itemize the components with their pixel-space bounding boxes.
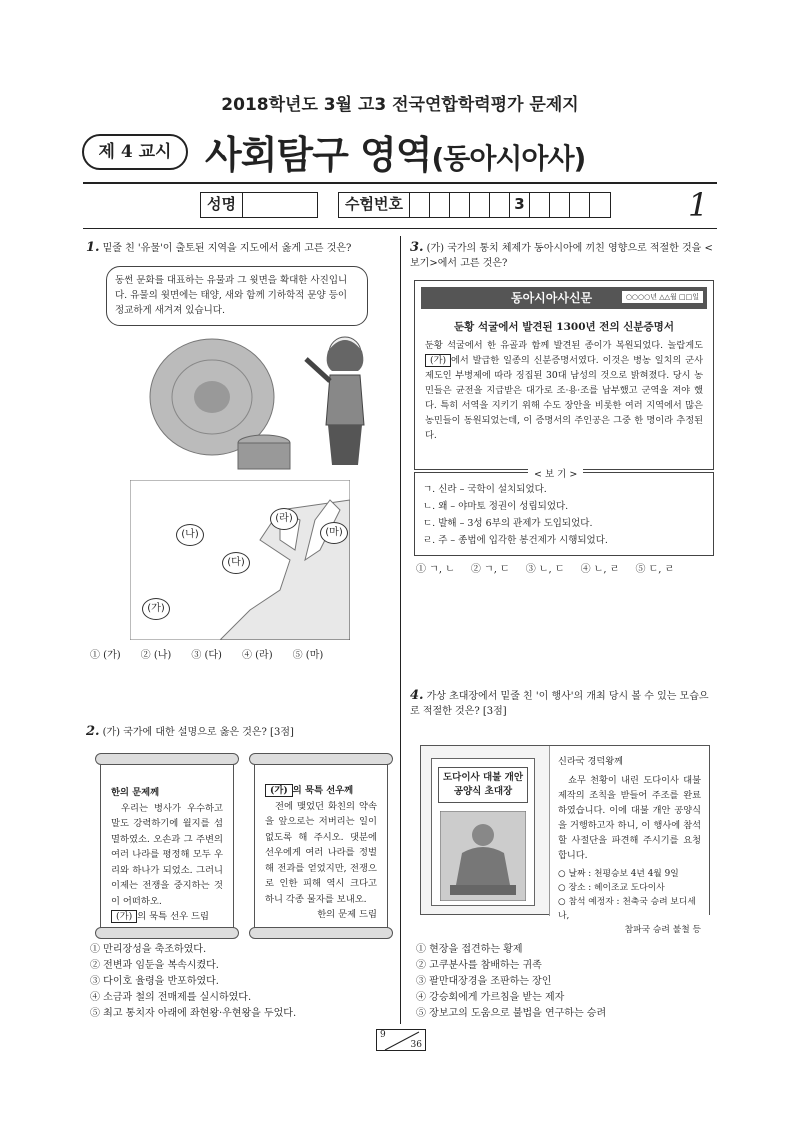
question-text: 밑줄 친 '유물'이 출토된 지역을 지도에서 옳게 고른 것은? (102, 243, 352, 254)
exam-digit-cell (490, 193, 510, 217)
option[interactable]: ② 전변과 임둔을 복속시켰다. (90, 960, 219, 971)
letter-body: 우리는 병사가 우수하고 말도 강력하기에 월지를 섬멸하였소. 오손과 그 주변의 여러 나라를 평정해 모두 우리와 하나가 되었소. 그러니 이제는 전쟁을 중지하는 것이 어떠하오. (111, 802, 223, 907)
invitation-detail: ○ 장소 : 헤이조교 도다이사 (558, 883, 665, 893)
newspaper-name: 동아시아사신문 (511, 291, 593, 305)
question-3 (410, 240, 716, 271)
exam-number-label: 수험번호 (339, 193, 410, 217)
cover-title: 도다이사 대불 개안 공양식 초대장 (438, 767, 528, 803)
teacher-illustration (300, 325, 380, 475)
exam-digit-cell (450, 193, 470, 217)
body-text: 둔황 석굴에서 한 유골과 함께 발견된 종이가 복원되었다. 놀랍게도 (425, 340, 703, 351)
subject-main: 사회탐구 영역 (205, 133, 432, 177)
option[interactable]: ① (가) (90, 650, 121, 661)
exam-digit-cell (530, 193, 550, 217)
exam-digit-cell (570, 193, 590, 217)
header-rule (83, 182, 717, 184)
page-number: 1 (688, 186, 709, 224)
option[interactable]: ① 현장을 접견하는 황제 (416, 944, 523, 955)
speech-bubble: 동썬 문화를 대표하는 유물과 그 윗면을 확대한 사진입니다. 유물의 윗면에는 태양, 새와 함께 기하학적 문양 등이 정교하게 새겨져 있습니다. (106, 266, 368, 326)
scroll-roll (95, 927, 239, 939)
newspaper-date: ○○○○년 △△월 □□일 (622, 291, 703, 303)
newspaper (414, 280, 714, 470)
option[interactable]: ① ㄱ, ㄴ (416, 564, 455, 575)
question-number: 2. (86, 724, 100, 739)
buddha-statue-image (440, 811, 526, 901)
bronze-drum-photo (142, 335, 292, 475)
newspaper-masthead (421, 287, 707, 309)
invitation-detail: 참파국 승려 불철 등 (624, 925, 701, 935)
header-rule-bottom (83, 228, 717, 229)
exam-digit-cell (430, 193, 450, 217)
letter-title: 한의 문제께 (111, 787, 160, 798)
footer-page: 9 (380, 1030, 386, 1040)
option[interactable]: ⑤ (마) (292, 650, 324, 661)
q4-options (416, 942, 716, 1022)
newspaper-body (415, 334, 713, 447)
period-badge: 제 4 교시 (82, 134, 188, 170)
scroll-roll (249, 927, 393, 939)
name-field (200, 192, 318, 218)
footer-total: 36 (410, 1040, 422, 1050)
blank-ga: (가) (111, 910, 137, 923)
map-label-da: (다) (222, 552, 250, 574)
exam-digit-cell (590, 193, 610, 217)
exam-digit-cell: 3 (510, 193, 530, 217)
option[interactable]: ③ 다이호 율령을 반포하였다. (90, 976, 219, 987)
question-number: 1. (86, 240, 100, 255)
question-2 (86, 724, 392, 740)
map-label-na: (나) (176, 524, 204, 546)
map-label-ma: (마) (320, 522, 348, 544)
question-text: 가상 초대장에서 밑줄 친 '이 행사'의 개최 당시 볼 수 있는 모습으로 적절한 것은? [3점] (410, 691, 709, 717)
letter-sign: 한의 문제 드림 (317, 909, 377, 920)
scroll-roll (95, 753, 239, 765)
option[interactable]: ② ㄱ, ㄷ (470, 564, 510, 575)
bogi-item: ㄹ. 주 – 종법에 입각한 봉건제가 시행되었다. (423, 535, 608, 546)
exam-number-field (338, 192, 611, 218)
blank-ga: (가) (425, 354, 451, 367)
option[interactable]: ② (나) (140, 650, 172, 661)
letter-body: 전에 맺었던 화친의 약속을 앞으로는 저버리는 일이 없도록 해 주시오. 댓분에 선우에게 여러 나라를 정벌해 전과를 얻었지만, 전쟁으로 인한 피해 역시 크다고 하니 각종 물자를 보내오. (265, 800, 377, 905)
option[interactable]: ④ 강승회에게 가르침을 받는 제자 (416, 992, 565, 1003)
bogi-box (414, 472, 714, 556)
invitation-page (549, 746, 709, 935)
exam-digit-cell (470, 193, 490, 217)
invitation-body: 쇼무 천황이 내린 도다이사 대불 제작의 조칙을 받들어 주조를 완료하였습니다. 이에 대불 개안 공양식을 거행하고자 하니, 이 행사에 참석할 사절단을 파견해 주시기를 요청합니다. (558, 775, 701, 861)
option[interactable]: ① 만리장성을 축조하였다. (90, 944, 207, 955)
q3-options (416, 562, 716, 578)
option[interactable]: ② 고쿠분사를 참배하는 귀족 (416, 960, 542, 971)
question-1 (86, 240, 392, 256)
option[interactable]: ④ ㄴ, ㄹ (580, 564, 620, 575)
bogi-item: ㄱ. 신라 – 국학이 설치되었다. (423, 484, 547, 495)
letter-scroll-left (100, 760, 234, 932)
question-4 (410, 688, 716, 719)
bogi-item: ㄴ. 왜 – 야마토 정권이 성립되었다. (423, 501, 569, 512)
body-text: 에서 발급한 일종의 신분증명서였다. 이것은 병농 일치의 군사 제도인 부병제에 따라 징집된 30대 남성의 것으로 밝혀졌다. 당시 농민들은 균전을 지급받은 대가로 조·용·조를 납부했고 군역을 져야 했다. 특히 서역을 지키기 위해 수도 장안을 비롯한 여러 지역에서 많은 농민들이 동원되었는데, 이 증명서의 주인공은 그중 한 명이라 추정된다. (425, 355, 703, 441)
q1-options (90, 648, 396, 664)
map-label-ga: (가) (142, 598, 170, 620)
column-divider (400, 236, 401, 1024)
invitation-cover (431, 758, 535, 906)
q2-options (90, 942, 396, 1022)
option[interactable]: ⑤ 최고 통치자 아래에 좌현왕·우현왕을 두었다. (90, 1008, 297, 1019)
bogi-title: < 보 기 > (528, 466, 583, 480)
option[interactable]: ⑤ ㄷ, ㄹ (635, 564, 675, 575)
option[interactable]: ④ (라) (241, 650, 273, 661)
invitation-detail: ○ 참석 예정자 : 천축국 승려 보디세나, (558, 897, 696, 921)
option[interactable]: ③ (다) (191, 650, 222, 661)
invitation-recipient: 신라국 경덕왕께 (558, 756, 624, 767)
exam-digit-cell (410, 193, 430, 217)
question-number: 4. (410, 688, 424, 703)
question-number: 3. (410, 240, 424, 255)
option[interactable]: ④ 소금과 철의 전매제를 실시하였다. (90, 992, 252, 1003)
name-label: 성명 (201, 193, 243, 217)
letter-title: 의 묵특 선우께 (292, 785, 354, 796)
option[interactable]: ③ 팔만대장경을 조판하는 장인 (416, 976, 552, 987)
exam-title: 2018학년도 3월 고3 전국연합학력평가 문제지 (221, 95, 579, 115)
invitation-detail: ○ 날짜 : 천평승보 4년 4월 9일 (558, 869, 679, 879)
subject-title (205, 124, 585, 179)
exam-digit-cell (550, 193, 570, 217)
letter-sign: 의 묵특 선우 드림 (137, 911, 209, 922)
blank-ga: (가) (265, 784, 293, 797)
option[interactable]: ③ ㄴ, ㄷ (525, 564, 565, 575)
option[interactable]: ⑤ 장보고의 도움으로 불법을 연구하는 승려 (416, 1008, 607, 1019)
map-label-ra: (라) (270, 508, 298, 530)
page-footer (376, 1029, 426, 1051)
letter-scroll-right (254, 760, 388, 932)
invitation-book (420, 745, 710, 935)
scroll-roll (249, 753, 393, 765)
question-text: (가) 국가의 통치 체제가 동아시아에 끼친 영향으로 적절한 것을 <보기>에서 고른 것은? (410, 243, 713, 269)
question-text: (가) 국가에 대한 설명으로 옳은 것은? [3점] (102, 727, 294, 738)
newspaper-headline: 둔황 석굴에서 발견된 1300년 전의 신분증명서 (454, 321, 674, 333)
subject-sub: (동아시아사) (431, 142, 586, 175)
bogi-item: ㄷ. 발해 – 3성 6부의 관제가 도입되었다. (423, 518, 593, 529)
